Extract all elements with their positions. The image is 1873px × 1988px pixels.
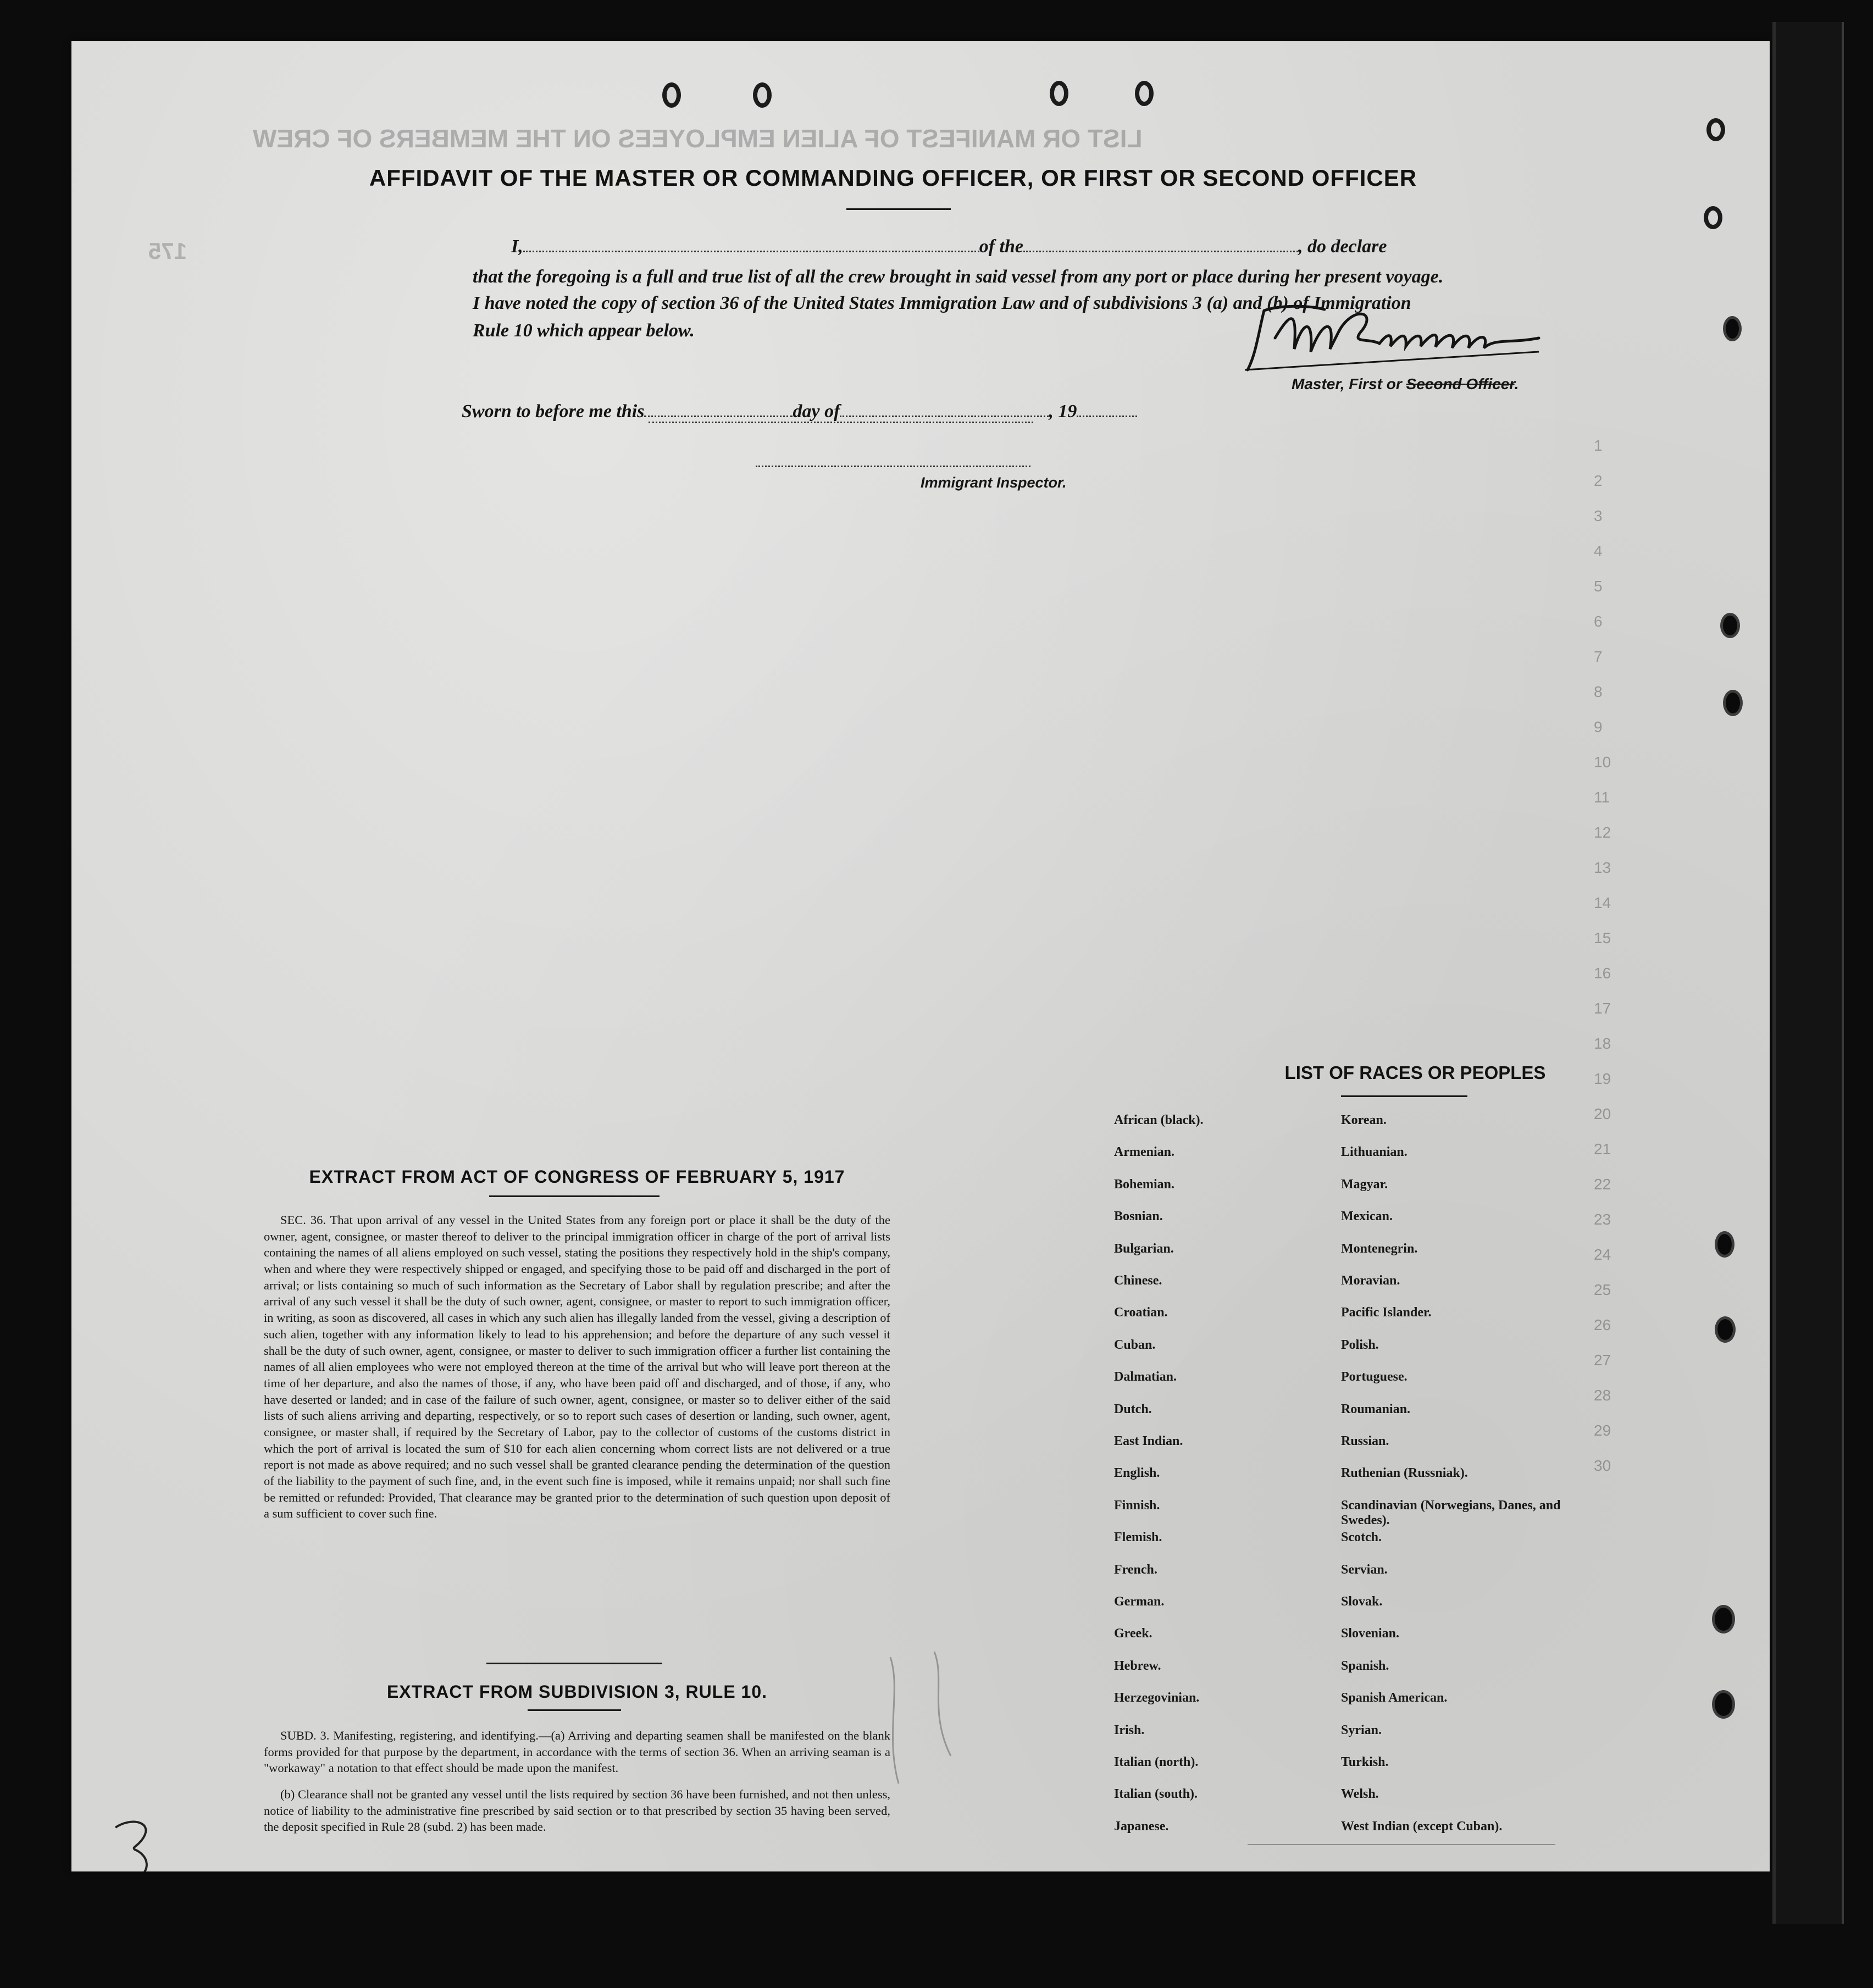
race-item: Turkish.	[1341, 1755, 1389, 1769]
race-item: Herzegovinian.	[1114, 1691, 1200, 1705]
race-item: German.	[1114, 1594, 1165, 1609]
race-item: Roumanian.	[1341, 1402, 1411, 1416]
punch-hole	[1715, 1231, 1735, 1258]
affidavit-of-the: of the	[979, 236, 1024, 257]
race-item: Polish.	[1341, 1337, 1379, 1352]
master-signature	[1242, 300, 1550, 376]
punch-hole	[1050, 81, 1068, 106]
vessel-blank	[1023, 237, 1298, 252]
affidavit-declare: , do declare	[1298, 236, 1387, 257]
day-of-label: day of	[793, 401, 840, 422]
punch-hole	[753, 82, 772, 108]
race-item: Ruthenian (Russniak).	[1341, 1466, 1468, 1481]
race-item: West Indian (except Cuban).	[1341, 1819, 1503, 1834]
master-suffix: .	[1514, 375, 1519, 392]
punch-hole	[1715, 1316, 1736, 1343]
race-item: English.	[1114, 1466, 1160, 1481]
title-underline	[846, 208, 951, 210]
race-item: Cuban.	[1114, 1337, 1156, 1352]
affidavit-title: AFFIDAVIT OF THE MASTER OR COMMANDING OFFICER, OR FIRST OR SECOND OFFICER	[369, 165, 1417, 191]
race-item: Irish.	[1114, 1723, 1145, 1737]
name-blank	[523, 237, 979, 252]
sworn-label: Sworn to before me this	[462, 401, 645, 422]
race-item: Slovak.	[1341, 1594, 1383, 1609]
master-title-label	[1292, 375, 1519, 393]
race-item: Hebrew.	[1114, 1658, 1161, 1673]
master-prefix: Master, First or	[1292, 375, 1402, 392]
race-item: Korean.	[1341, 1113, 1387, 1127]
race-item: Italian (south).	[1114, 1787, 1198, 1802]
pencil-scribble	[868, 1646, 978, 1800]
affidavit-line-3: I have noted the copy of section 36 of the United States Immigration Law and of subdivisions 3 (a) and (b) of Immigration	[473, 293, 1411, 313]
inspector-signature-line	[756, 466, 1030, 467]
bleed-through-number: 175	[148, 238, 187, 264]
race-item: Dutch.	[1114, 1402, 1152, 1416]
punch-hole	[1712, 1690, 1735, 1719]
second-officer-struck: Second Officer	[1406, 375, 1515, 392]
extract-rule-para-a: SUBD. 3. Manifesting, registering, and identifying.—(a) Arriving and departing seamen shall be manifested on the blank forms provided for that purpose by the department, in accordance with the terms of section 36. When an arriving seaman is a "workaway" a notation to that effect should be made upon the manifest.	[264, 1729, 890, 1775]
race-item: Spanish American.	[1341, 1691, 1448, 1705]
race-item: Russian.	[1341, 1434, 1389, 1448]
section-divider	[486, 1663, 662, 1664]
race-item: Chinese.	[1114, 1273, 1162, 1288]
race-item: Mexican.	[1341, 1209, 1393, 1224]
race-item: Servian.	[1341, 1562, 1388, 1577]
affidavit-line-1	[511, 236, 1387, 257]
pencil-mark	[110, 1817, 176, 1871]
punch-hole	[1706, 118, 1725, 141]
race-item: Armenian.	[1114, 1145, 1174, 1160]
race-item: East Indian.	[1114, 1434, 1183, 1448]
extract-act-title: EXTRACT FROM ACT OF CONGRESS OF FEBRUARY 5, 1917	[309, 1167, 845, 1187]
races-bottom-line	[1248, 1844, 1555, 1845]
affidavit-line-4: Rule 10 which appear below.	[473, 320, 695, 341]
race-item: Moravian.	[1341, 1273, 1400, 1288]
punch-hole	[1135, 81, 1154, 106]
race-item: French.	[1114, 1562, 1157, 1577]
bleed-through-rows: 1 2 3 4 5 6 7 8 9 10 11 12 13 14 15 16 17 18 19 20 21 22 23 24 25 26 27 28 29 30	[1594, 437, 1611, 1474]
race-item: Bohemian.	[1114, 1177, 1175, 1192]
race-item: Magyar.	[1341, 1177, 1388, 1192]
race-item: Portuguese.	[1341, 1370, 1407, 1385]
race-item: African (black).	[1114, 1113, 1204, 1127]
races-title: LIST OF RACES OR PEOPLES	[1284, 1062, 1546, 1083]
race-item: Bulgarian.	[1114, 1241, 1174, 1256]
race-item: Syrian.	[1341, 1723, 1382, 1737]
race-item: Welsh.	[1341, 1787, 1379, 1802]
extract-title-underline	[489, 1195, 660, 1197]
race-item: Montenegrin.	[1341, 1241, 1418, 1256]
race-item: Italian (north).	[1114, 1755, 1199, 1769]
race-item: Scotch.	[1341, 1530, 1382, 1545]
extract-rule-para-b: (b) Clearance shall not be granted any vessel until the lists required by section 36 have been furnished, and not then unless, notice of liability to the administrative fine prescribed by said section or to that prescribed by section 35 having been served, the deposit specified in Rule 28 (subd. 2) has been made.	[264, 1787, 890, 1834]
punch-hole	[1704, 206, 1722, 229]
punch-hole	[1712, 1605, 1735, 1633]
year-blank	[1077, 402, 1137, 417]
extract-rule-title: EXTRACT FROM SUBDIVISION 3, RULE 10.	[386, 1682, 768, 1702]
race-item: Spanish.	[1341, 1658, 1389, 1673]
year-label: , 19	[1049, 401, 1077, 422]
bleed-through-header: LIST OR MANIFEST OF ALIEN EMPLOYEES ON THE MEMBERS OF CREW	[253, 124, 1143, 153]
punch-hole	[1720, 613, 1740, 638]
race-item: Dalmatian.	[1114, 1370, 1177, 1385]
race-item: Bosnian.	[1114, 1209, 1163, 1224]
race-item: Flemish.	[1114, 1530, 1162, 1545]
race-item: Lithuanian.	[1341, 1145, 1407, 1160]
race-item: Greek.	[1114, 1626, 1152, 1641]
race-item: Slovenian.	[1341, 1626, 1400, 1641]
extract-rule-underline	[528, 1709, 621, 1711]
affidavit-line-2: that the foregoing is a full and true list of all the crew brought in said vessel from any port or place during her present voyage.	[473, 267, 1444, 287]
race-item: Pacific Islander.	[1341, 1305, 1432, 1320]
punch-hole	[1723, 690, 1743, 716]
race-item: Japanese.	[1114, 1819, 1169, 1834]
immigrant-inspector-label: Immigrant Inspector.	[921, 474, 1067, 491]
month-blank	[840, 402, 1049, 417]
sworn-line	[462, 401, 1137, 422]
extract-act-body: SEC. 36. That upon arrival of any vessel in the United States from any foreign port or place it shall be the duty of the owner, agent, consignee, or master thereof to deliver to the principal immigration officer in charge of the port of arrival lists containing the names of all aliens employed on such vessel, stating the positions they respectively hold in the ship's company, when and where they were respectively shipped or engaged, and specifying those to be paid off and discharged in the port of arrival; or lists containing so much of such information as the Secretary of Labor shall by regulation prescribe; and after the arrival of any such vessel it shall be the duty of such owner, agent, consignee, or master to report to such immigration officer, in writing, as soon as discovered, all cases in which any such alien has illegally landed from the vessel, giving a description of such alien, together with any information likely to lead to his apprehension; and before the departure of any such vessel it shall be the duty of such owner, agent, consignee, or master to deliver to such immigration officer a further list containing the names of all alien employees who were not employed thereon at the time of the arrival but who will leave port thereon at the time of her departure, and also the names of those, if any, who have been paid off and discharged, and of those, if any, who have deserted or landed; and in case of the failure of such owner, agent, consignee, or master so to deliver either of the said lists of such aliens arriving and departing, respectively, or so to report such cases of desertion or landing, such owner, agent, consignee, or master shall, if required by the Secretary of Labor, pay to the collector of customs of the customs district in which the port of arrival is located the sum of $10 for each alien concerning whom correct lists are not delivered or a true report is not made as above required; and no such vessel shall be granted clearance pending the determination of the question of the liability to the payment of such fine, and, in the event such fine is imposed, while it remains unpaid; nor shall such fine be remitted or refunded: Provided, That clearance may be granted prior to the determination of such question upon deposit of a sum sufficient to cover such fine.	[264, 1213, 890, 1521]
affidavit-i: I,	[511, 236, 523, 257]
race-item: Finnish.	[1114, 1498, 1160, 1513]
punch-hole	[662, 82, 681, 108]
punch-hole	[1723, 316, 1742, 341]
race-item: Scandinavian (Norwegians, Danes, and Swedes).	[1341, 1498, 1561, 1527]
race-item: Croatian.	[1114, 1305, 1168, 1320]
inspector-signature-line	[649, 422, 1033, 423]
page-edge-binding	[1772, 22, 1844, 1924]
document-page	[71, 41, 1770, 1871]
day-blank	[644, 402, 793, 417]
races-title-underline	[1341, 1095, 1467, 1097]
